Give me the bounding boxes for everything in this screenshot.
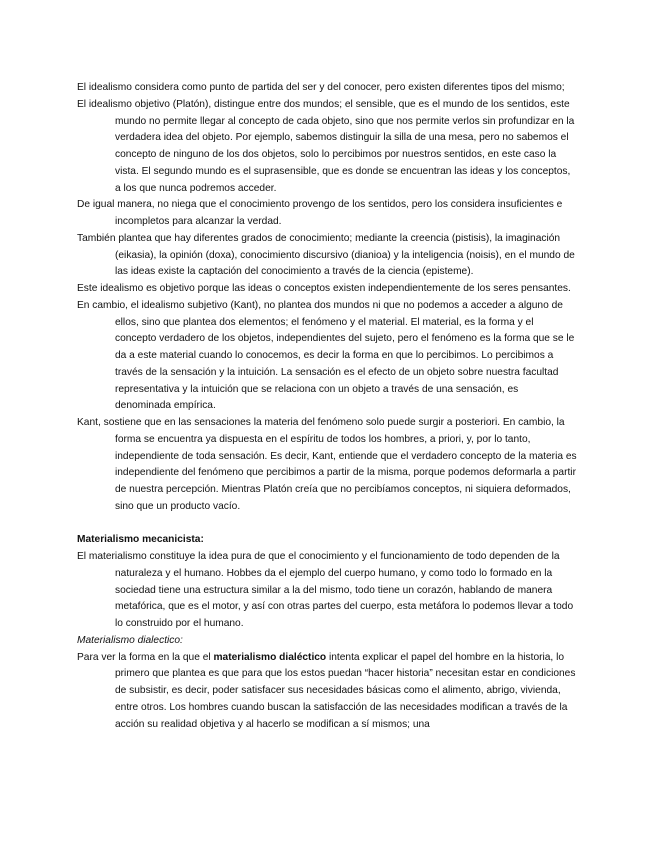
paragraph-intro: El idealismo considera como punto de partida del ser y del conocer, pero existen diferentes tipos del mismo; xyxy=(77,82,565,93)
paragraph-dialectico-start: Para ver la forma en la que el xyxy=(77,651,214,663)
paragraph-objective-reason: Este idealismo es objetivo porque las ideas o conceptos existen independientemente de los seres pensantes. xyxy=(77,283,571,294)
paragraph-objective-idealism: El idealismo objetivo (Platón), distingue entre dos mundos; el sensible, que es el mundo de los sentidos, este mundo no permite llegar al concepto de cada objeto, sino que nos permite verlos sin profundizar en la verdadera idea del objeto. Por ejemplo, sabemos distinguir la silla de una mesa, pero no sabemos el concepto de ninguno de los dos objetos, solo lo percibimos por nuestros sentidos, en este caso la vista. El segundo mundo es el suprasensible, que es donde se encuentran las ideas y los conceptos, a los que nunca podremos acceder. xyxy=(77,98,575,194)
paragraph-subjective-idealism: En cambio, el idealismo subjetivo (Kant), no plantea dos mundos ni que no podemos a acceder a alguno de ellos, sino que plantea dos elementos; el fenómeno y el material. El material, es la forma y el concepto verdadero de los objetos, independientes del sujeto, pero el fenómeno es la forma que se le da a este material cuando lo conocemos, es decir la forma en que lo percibimos. Lo percibimos a través de la sensación y la intuición. La sensación es el efecto de un objeto sobre nuestra facultad representativa y la intuición que se relaciona con un objeto a través de una sensación, es denominada empírica. xyxy=(77,299,575,412)
paragraph-dialectico xyxy=(77,650,577,734)
paragraph-dialectico-bold-term: materialismo dialéctico xyxy=(213,651,327,663)
paragraph-kant: Kant, sostiene que en las sensaciones la materia del fenómeno solo puede surgir a posteriori. En cambio, la forma se encuentra ya dispuesta en el espíritu de todos los hombres, a priori, y, por lo tanto, independiente de toda sensación. Es decir, Kant, entiende que el verdadero concepto de la materia es independiente del fenómeno que percibimos a partir de la misma, porque podemos deformarla a partir de nuestra percepción. Mientras Platón creía que no percibíamos conceptos, ni siquiera deformados, sino que un producto vacío. xyxy=(77,417,577,512)
paragraph-mecanicista: El materialismo constituye la idea pura de que el conocimiento y el funcionamiento de todo dependen de la naturaleza y el humano. Hobbes da el ejemplo del cuerpo humano, y como todo lo formado en la sociedad tiene una estructura similar a la del mismo, todo tiene un corazón, hablando de manera metafórica, que es el motor, y así con otras partes del cuerpo, esta metáfora lo podemos llevar a todo lo construido por el humano. xyxy=(77,551,574,629)
spacer xyxy=(77,516,577,533)
heading-dialectico: Materialismo dialectico: xyxy=(77,634,183,646)
document-body xyxy=(77,80,577,733)
paragraph-knowledge-grades: También plantea que hay diferentes grados de conocimiento; mediante la creencia (pistisis), la imaginación (eikasia), la opinión (doxa), conocimiento discursivo (dianioa) y la inteligencia (noisis), en el mundo de las ideas existe la captación del conocimiento a través de la ciencia (episteme). xyxy=(77,232,575,278)
heading-mecanicista: Materialismo mecanicista: xyxy=(77,534,204,546)
paragraph-dialectico-rest: intenta explicar el papel del hombre en la historia, lo primero que plantea es que para que los estos puedan “hacer historia” necesitan estar en condiciones de subsistir, es decir, poder satisfacer sus necesidades básicas como el alimento, abrigo, vivienda, entre otros. Los hombres cuando buscan la satisfacción de las necesidades modifican a través de la acción su realidad objetiva y al hacerlo se modifican a sí mismos; una xyxy=(115,651,576,730)
paragraph-senses: De igual manera, no niega que el conocimiento provengo de los sentidos, pero los considera insuficientes e incompletos para alcanzar la verdad. xyxy=(77,199,563,227)
